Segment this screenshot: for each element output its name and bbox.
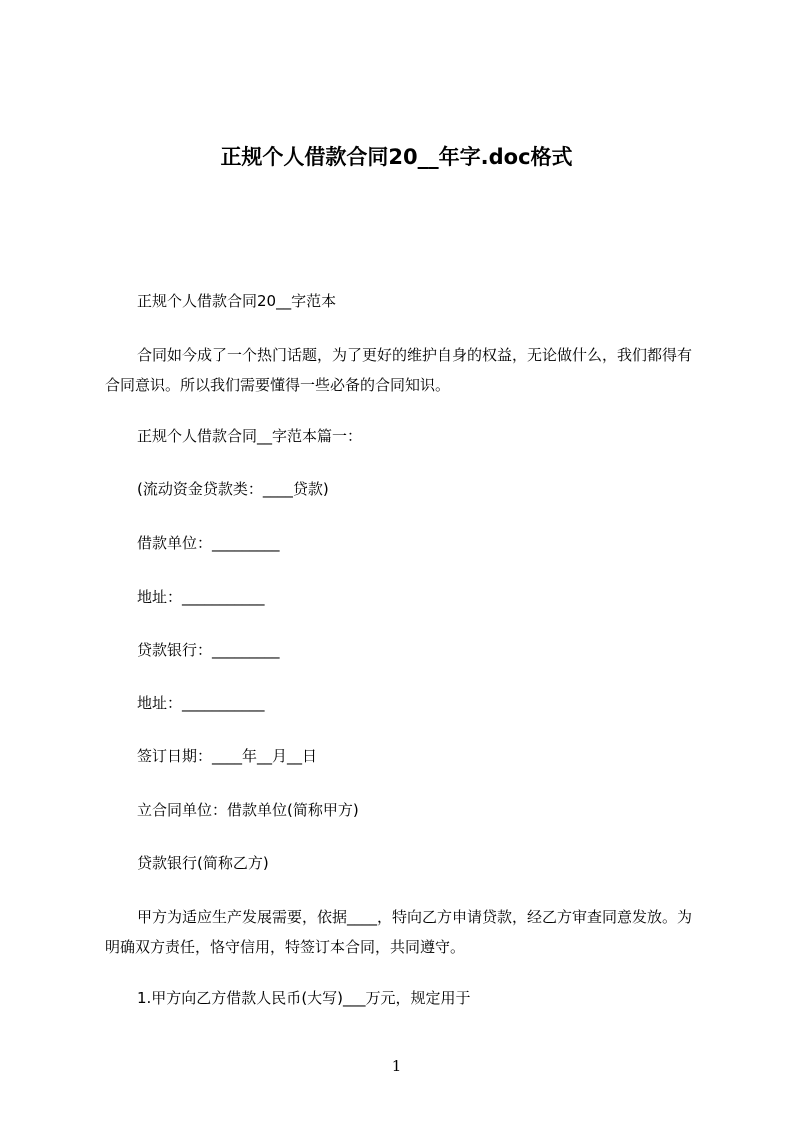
lender-address-line: 地址：___________ bbox=[137, 694, 265, 712]
lender-bank-line: 贷款银行：_________ bbox=[137, 641, 280, 659]
party-b-line: 贷款银行(简称乙方) bbox=[137, 854, 269, 872]
purpose-paragraph: 甲方为适应生产发展需要，依据____，特向乙方申请贷款，经乙方审查同意发放。为明确双方责任，恪守信用，特签订本合同，共同遵守。 bbox=[105, 908, 693, 956]
borrower-address-line: 地址：___________ bbox=[137, 588, 265, 606]
document-title: 正规个人借款合同20__年字.doc格式 bbox=[220, 145, 573, 169]
page-number: 1 bbox=[391, 1057, 402, 1075]
signing-date-line: 签订日期：____年__月__日 bbox=[137, 747, 318, 765]
loan-type-line: (流动资金贷款类：____贷款) bbox=[137, 480, 329, 498]
section-heading: 正规个人借款合同__字范本篇一： bbox=[137, 427, 363, 445]
subtitle-paragraph: 正规个人借款合同20__字范本 bbox=[137, 292, 337, 310]
borrower-line: 借款单位：_________ bbox=[137, 534, 280, 552]
clause-1-paragraph: 1.甲方向乙方借款人民币(大写)___万元，规定用于 bbox=[137, 989, 471, 1007]
intro-paragraph: 合同如今成了一个热门话题，为了更好的维护自身的权益，无论做什么，我们都得有合同意识。所以我们需要懂得一些必备的合同知识。 bbox=[105, 346, 693, 394]
contracting-party-line: 立合同单位：借款单位(简称甲方) bbox=[137, 801, 359, 819]
